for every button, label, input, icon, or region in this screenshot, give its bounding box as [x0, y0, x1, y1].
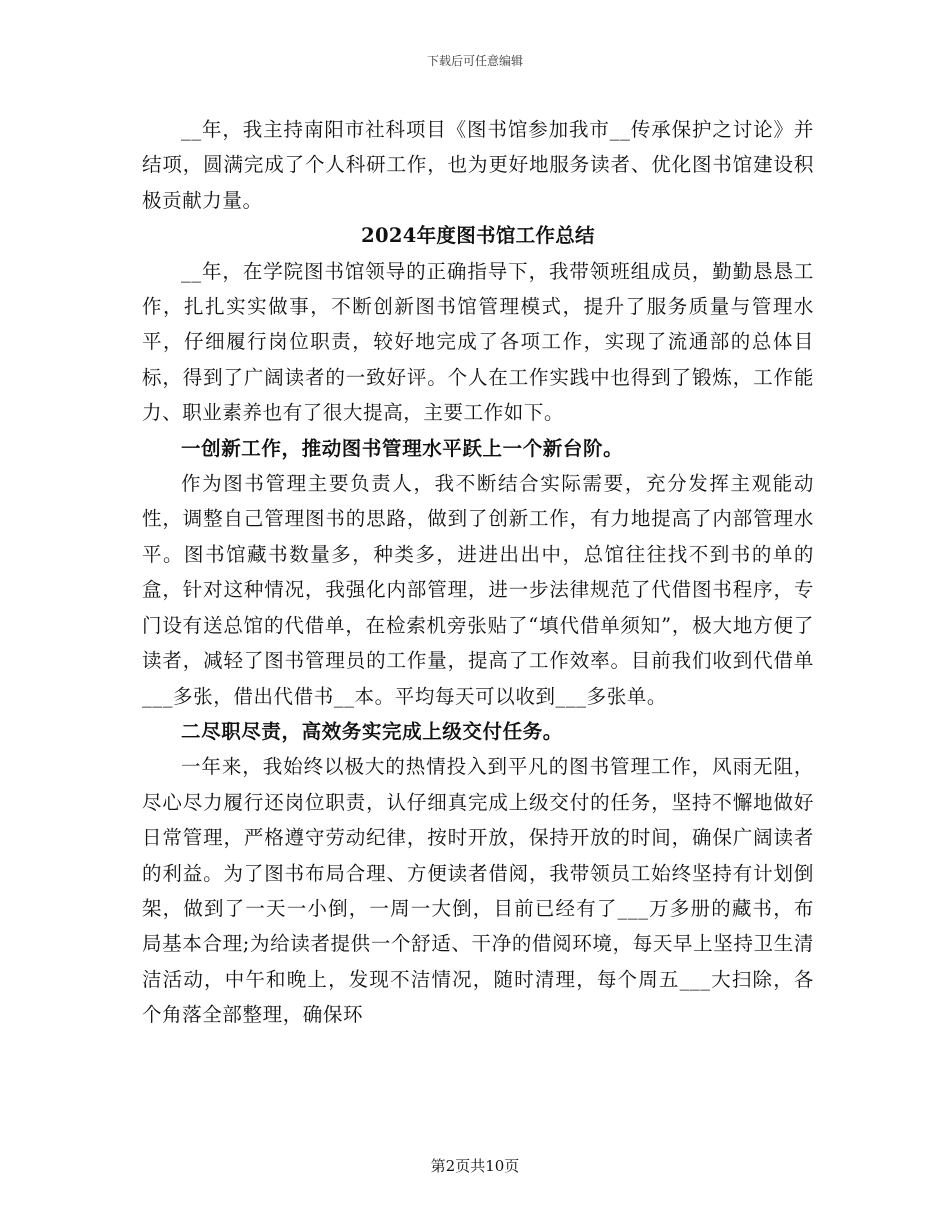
section-2-paragraph: 一年来，我始终以极大的热情投入到平凡的图书管理工作，风雨无阻，尽心尽力履行还岗位职责，认仔细真完成上级交付的任务，坚持不懈地做好日常管理，严格遵守劳动纪律，按时开放，保持开放的时间，确保广阔读者的利益。为了图书布局合理、方便读者借阅，我带领员工始终坚持有计划倒架，做到了一天一小倒，一周一大倒，目前已经有了___万多册的藏书，布局基本合理;为给读者提供一个舒适、干净的借阅环境，每天早上坚持卫生清洁活动，中午和晚上，发现不洁情况，随时清理，每个周五___大扫除，各个角落全部整理，确保环 [142, 755, 814, 1027]
intro-paragraph: __年，我主持南阳市社科项目《图书馆参加我市__传承保护之讨论》并结项，圆满完成了个人科研工作，也为更好地服务读者、优化图书馆建设积极贡献力量。 [142, 118, 814, 212]
document-body [142, 112, 814, 1033]
page-header-note: 下载后可任意编辑 [426, 54, 523, 68]
page-number-footer: 第2页共10页 [430, 1157, 520, 1175]
summary-paragraph: __年，在学院图书馆领导的正确指导下，我带领班组成员，勤勤恳恳工作，扎扎实实做事，不断创新图书馆管理模式，提升了服务质量与管理水平，仔细履行岗位职责，较好地完成了各项工作，实现了流通部的总体目标，得到了广阔读者的一致好评。个人在工作实践中也得到了锻炼，工作能力、职业素养也有了很大提高，主要工作如下。 [142, 259, 814, 425]
section-1-paragraph: 作为图书管理主要负责人，我不断结合实际需要，充分发挥主观能动性，调整自己管理图书的思路，做到了创新工作，有力地提高了内部管理水平。图书馆藏书数量多，种类多，进进出出中，总馆往往找不到书的单的盒，针对这种情况，我强化内部管理，进一步法律规范了代借图书程序，专门设有送总馆的代借单，在检索机旁张贴了“填代借单须知”，极大地方便了读者，减轻了图书管理员的工作量，提高了工作效率。目前我们收到代借单___多张，借出代借书__本。平均每天可以收到___多张单。 [142, 472, 814, 708]
section-heading-2: 二尽职尽责，高效务实完成上级交付任务。 [181, 719, 563, 743]
section-heading-1: 一创新工作，推动图书管理水平跃上一个新台阶。 [181, 436, 624, 460]
document-title: 2024年度图书馆工作总结 [361, 224, 595, 248]
